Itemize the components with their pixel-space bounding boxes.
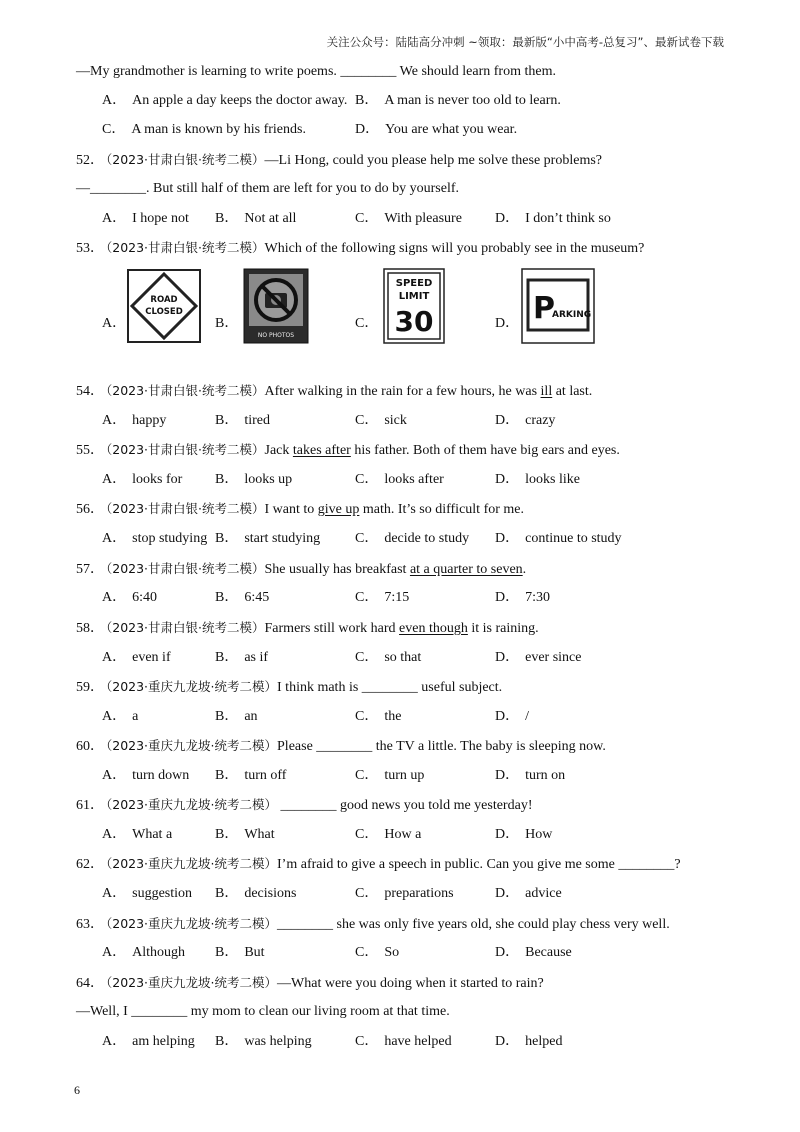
no-photos-sign-icon <box>243 268 309 344</box>
svg-text:LIMIT: LIMIT <box>398 291 430 302</box>
underlined-phrase: takes after <box>292 443 351 458</box>
q62-option-a[interactable]: A． suggestion <box>102 886 193 901</box>
q59-option-a[interactable]: A． a <box>102 709 139 724</box>
svg-text:NO PHOTOS: NO PHOTOS <box>257 332 295 339</box>
q59-option-c[interactable]: C． the <box>355 709 402 724</box>
q51-option-a[interactable]: A． An apple a day keeps the doctor away. <box>102 93 348 108</box>
question-52: 52． （2023·甘肃白银·统考二模）—Li Hong, could you please help me solve these problems? <box>76 152 602 168</box>
question-53: 53． （2023·甘肃白银·统考二模）Which of the following signs will you probably see in the museum? <box>76 240 645 256</box>
question-61: 61． （2023·重庆九龙坡·统考二模） ________ good news you told me yesterday! <box>76 797 533 813</box>
q63-option-b[interactable]: B． But <box>215 945 265 960</box>
q53-option-d[interactable]: D． P ARKING <box>495 268 615 348</box>
q64-options <box>102 1033 742 1051</box>
q55-option-a[interactable]: A． looks for <box>102 472 183 487</box>
q61-option-d[interactable]: D． How <box>495 827 553 842</box>
q63-options <box>102 944 742 962</box>
q51-option-b[interactable]: B． A man is never too old to learn. <box>355 93 561 108</box>
underlined-phrase: at a quarter to seven <box>409 562 523 577</box>
q63-option-c[interactable]: C． So <box>355 945 400 960</box>
q58-option-c[interactable]: C． so that <box>355 650 422 665</box>
q59-option-b[interactable]: B． an <box>215 709 258 724</box>
question-52-reply: —________. But still half of them are left for you to do by yourself. <box>76 181 459 196</box>
q63-option-a[interactable]: A． Although <box>102 945 186 960</box>
q64-option-d[interactable]: D． helped <box>495 1034 563 1049</box>
q57-option-b[interactable]: B． 6:45 <box>215 590 270 605</box>
q57-option-a[interactable]: A． 6:40 <box>102 590 158 605</box>
q51-options-row-2 <box>102 121 742 139</box>
q52-option-a[interactable]: A． I hope not <box>102 211 189 226</box>
q55-option-d[interactable]: D． looks like <box>495 472 580 487</box>
q53-option-a[interactable]: A． ROAD CLOSED <box>102 268 212 348</box>
question-54: 54． （2023·甘肃白银·统考二模）After walking in the rain for a few hours, he was ill at last. <box>76 383 593 399</box>
q58-options <box>102 649 742 667</box>
q53-option-c[interactable]: C． SPEED LIMIT 30 <box>355 268 475 348</box>
q58-option-a[interactable]: A． even if <box>102 650 171 665</box>
q55-option-c[interactable]: C． looks after <box>355 472 444 487</box>
q59-options <box>102 708 742 726</box>
q58-option-b[interactable]: B． as if <box>215 650 269 665</box>
q59-option-d[interactable]: D． / <box>495 709 530 724</box>
q63-option-d[interactable]: D． Because <box>495 945 572 960</box>
question-60: 60． （2023·重庆九龙坡·统考二模）Please ________ the TV a little. The baby is sleeping now. <box>76 738 606 754</box>
svg-text:CLOSED: CLOSED <box>145 307 183 317</box>
q52-option-c[interactable]: C． With pleasure <box>355 211 462 226</box>
q54-option-b[interactable]: B． tired <box>215 413 270 428</box>
q60-option-b[interactable]: B． turn off <box>215 768 287 783</box>
q61-option-c[interactable]: C． How a <box>355 827 422 842</box>
question-51-line: —My grandmother is learning to write poems. ________ We should learn from them. <box>76 64 556 79</box>
q54-option-d[interactable]: D． crazy <box>495 413 556 428</box>
parking-sign-icon <box>521 268 595 344</box>
q53-sign-options <box>102 268 702 348</box>
q51-option-c[interactable]: C． A man is known by his friends. <box>102 122 306 137</box>
q52-options <box>102 210 742 228</box>
q64-option-a[interactable]: A． am helping <box>102 1034 195 1049</box>
svg-text:P: P <box>533 291 555 326</box>
svg-text:SPEED: SPEED <box>395 278 433 289</box>
question-57: 57． （2023·甘肃白银·统考二模）She usually has breakfast at a quarter to seven. <box>76 561 527 577</box>
q62-option-b[interactable]: B． decisions <box>215 886 297 901</box>
underlined-phrase: give up <box>317 502 360 517</box>
road-closed-sign-icon <box>126 268 202 344</box>
q62-option-d[interactable]: D． advice <box>495 886 562 901</box>
q64-option-b[interactable]: B． was helping <box>215 1034 312 1049</box>
q62-option-c[interactable]: C． preparations <box>355 886 454 901</box>
q64-option-c[interactable]: C． have helped <box>355 1034 452 1049</box>
q51-options-row-1 <box>102 92 742 110</box>
q51-option-d[interactable]: D． You are what you wear. <box>355 122 518 137</box>
q52-option-d[interactable]: D． I don’t think so <box>495 211 611 226</box>
svg-text:ARKING: ARKING <box>552 310 592 320</box>
q57-option-c[interactable]: C． 7:15 <box>355 590 410 605</box>
q54-options <box>102 412 742 430</box>
q55-options <box>102 471 742 489</box>
q60-options <box>102 767 742 785</box>
question-64-reply: —Well, I ________ my mom to clean our living room at that time. <box>76 1004 450 1019</box>
q57-options <box>102 589 742 607</box>
question-62: 62． （2023·重庆九龙坡·统考二模）I’m afraid to give a speech in public. Can you give me some ________? <box>76 856 681 872</box>
svg-text:30: 30 <box>394 305 434 338</box>
q58-option-d[interactable]: D． ever since <box>495 650 582 665</box>
q53-option-b[interactable]: B． NO PHOTOS <box>215 268 325 348</box>
underlined-word: ill <box>540 384 553 399</box>
question-56: 56． （2023·甘肃白银·统考二模）I want to give up math. It’s so difficult for me. <box>76 501 524 517</box>
question-64: 64． （2023·重庆九龙坡·统考二模）—What were you doing when it started to rain? <box>76 975 544 991</box>
speed-limit-sign-icon <box>383 268 445 344</box>
q54-option-a[interactable]: A． happy <box>102 413 167 428</box>
question-58: 58． （2023·甘肃白银·统考二模）Farmers still work hard even though it is raining. <box>76 620 539 636</box>
question-55: 55． （2023·甘肃白银·统考二模）Jack takes after his father. Both of them have big ears and eyes. <box>76 442 620 458</box>
q61-options <box>102 826 742 844</box>
q55-option-b[interactable]: B． looks up <box>215 472 293 487</box>
q56-option-d[interactable]: D． continue to study <box>495 531 622 546</box>
svg-text:ROAD: ROAD <box>150 295 178 305</box>
q62-options <box>102 885 742 903</box>
page-number: 6 <box>74 1083 80 1097</box>
q52-option-b[interactable]: B． Not at all <box>215 211 297 226</box>
underlined-phrase: even though <box>399 621 468 636</box>
q60-option-a[interactable]: A． turn down <box>102 768 190 783</box>
question-59: 59． （2023·重庆九龙坡·统考二模）I think math is ________ useful subject. <box>76 679 503 695</box>
q61-option-b[interactable]: B． What <box>215 827 275 842</box>
q60-option-d[interactable]: D． turn on <box>495 768 566 783</box>
q56-options <box>102 530 742 548</box>
q60-option-c[interactable]: C． turn up <box>355 768 425 783</box>
q61-option-a[interactable]: A． What a <box>102 827 173 842</box>
q56-option-b[interactable]: B． start studying <box>215 531 321 546</box>
q56-option-c[interactable]: C． decide to study <box>355 531 470 546</box>
question-63: 63． （2023·重庆九龙坡·统考二模）________ she was only five years old, she could play chess very well. <box>76 916 670 932</box>
q57-option-d[interactable]: D． 7:30 <box>495 590 551 605</box>
page-header: 关注公众号：陆陆高分冲刺 ~领取：最新版“小中高考-总复习”、最新试卷下载 <box>326 35 724 49</box>
q54-option-c[interactable]: C． sick <box>355 413 407 428</box>
q56-option-a[interactable]: A． stop studying <box>102 531 208 546</box>
